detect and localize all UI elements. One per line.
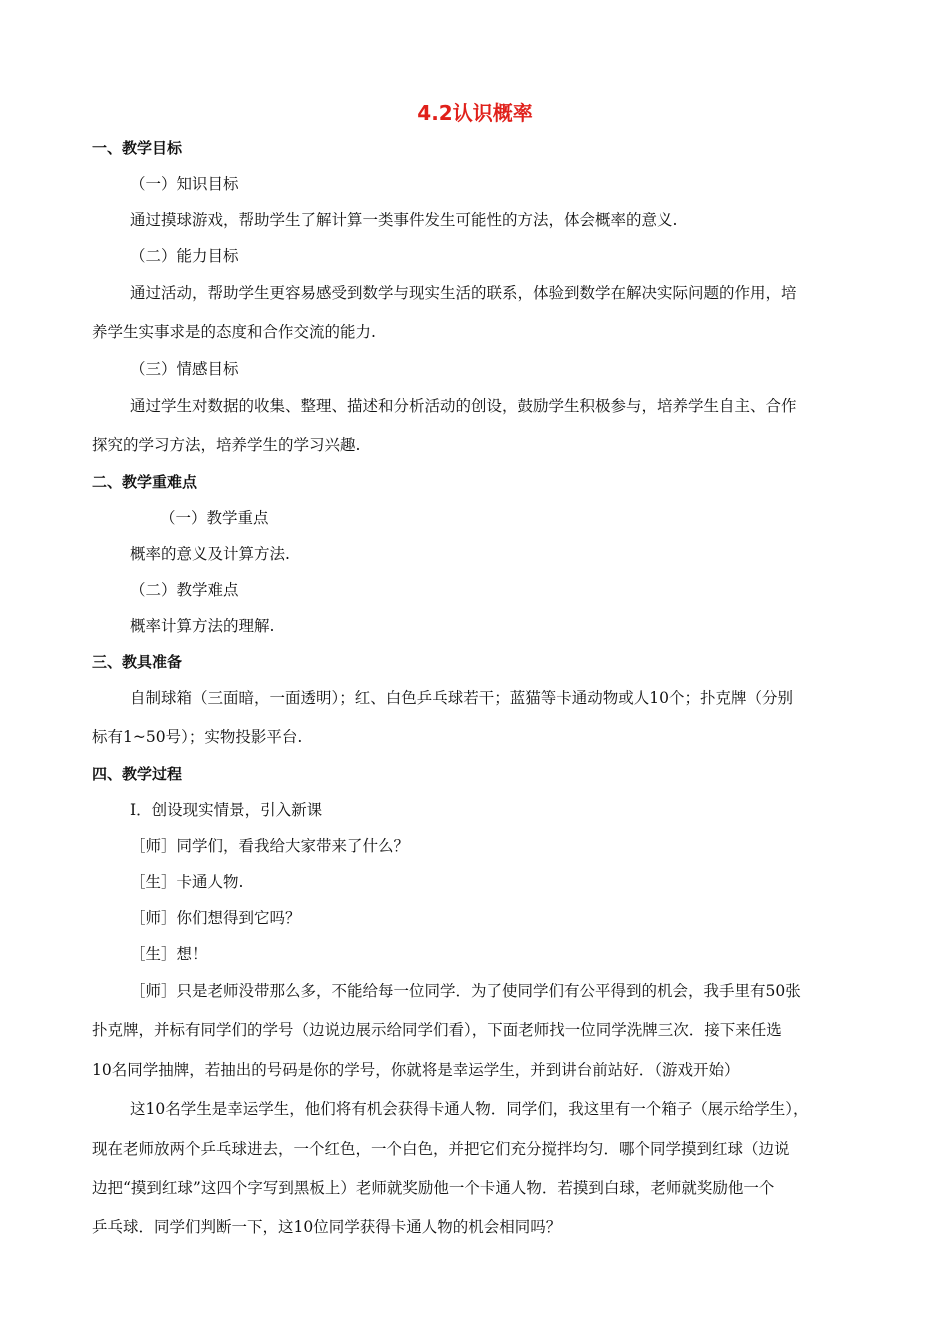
paragraph-line: 通过活动，帮助学生更容易感受到数学与现实生活的联系，体验到数学在解决实际问题的作用，培 — [130, 284, 797, 302]
subheading-emotion-goal: （三）情感目标 — [130, 360, 239, 378]
dialogue-line: ［师］同学们，看我给大家带来了什么？ — [130, 837, 410, 855]
paragraph-line: 探究的学习方法，培养学生的学习兴趣. — [92, 436, 361, 454]
dialogue-line: ［生］卡通人物. — [130, 873, 244, 891]
paragraph-line: 通过学生对数据的收集、整理、描述和分析活动的创设，鼓励学生积极参与，培养学生自主、合作 — [130, 397, 797, 415]
paragraph: 概率的意义及计算方法. — [130, 545, 290, 563]
dialogue-line: ［师］只是老师没带那么多，不能给每一位同学．为了使同学们有公平得到的机会，我手里有50张 — [130, 982, 801, 1000]
dialogue-line: ［师］你们想得到它吗？ — [130, 909, 301, 927]
section-heading-key-points: 二、教学重难点 — [92, 473, 198, 491]
step-heading: Ⅰ．创设现实情景，引入新课 — [130, 801, 323, 819]
dialogue-line: ［生］想！ — [130, 945, 208, 963]
paragraph-line: 这10名学生是幸运学生，他们将有机会获得卡通人物．同学们，我这里有一个箱子（展示给学生）， — [130, 1100, 809, 1118]
document-title: 4.2认识概率 — [417, 101, 533, 125]
paragraph-line: 标有1~50号）；实物投影平台. — [92, 728, 303, 746]
subheading-difficulty: （二）教学难点 — [130, 581, 239, 599]
paragraph-line: 乒乓球．同学们判断一下，这10位同学获得卡通人物的机会相同吗？ — [92, 1218, 562, 1236]
paragraph-line: 边把“摸到红球”这四个字写到黑板上）老师就奖励他一个卡通人物．若摸到白球，老师就奖励他一个 — [92, 1179, 775, 1197]
paragraph-line: 养学生实事求是的态度和合作交流的能力. — [92, 323, 376, 341]
paragraph: 通过摸球游戏，帮助学生了解计算一类事件发生可能性的方法，体会概率的意义. — [130, 211, 678, 229]
section-heading-goals: 一、教学目标 — [92, 139, 183, 157]
paragraph-line: 自制球箱（三面暗，一面透明）；红、白色乒乓球若干；蓝猫等卡通动物或人10个；扑克牌（分别 — [130, 689, 793, 707]
dialogue-line: 扑克牌，并标有同学们的学号（边说边展示给同学们看），下面老师找一位同学洗牌三次．接下来任选 — [92, 1021, 782, 1039]
section-heading-materials: 三、教具准备 — [92, 653, 183, 671]
dialogue-line: 10名同学抽牌，若抽出的号码是你的学号，你就将是幸运学生，并到讲台前站好．（游戏开始） — [92, 1061, 740, 1079]
subheading-knowledge-goal: （一）知识目标 — [130, 175, 239, 193]
subheading-focus: （一）教学重点 — [160, 509, 269, 527]
subheading-ability-goal: （二）能力目标 — [130, 247, 239, 265]
paragraph-line: 现在老师放两个乒乓球进去，一个红色，一个白色，并把它们充分搅拌均匀．哪个同学摸到红球（边说 — [92, 1140, 790, 1158]
section-heading-process: 四、教学过程 — [92, 765, 183, 783]
paragraph: 概率计算方法的理解. — [130, 617, 275, 635]
